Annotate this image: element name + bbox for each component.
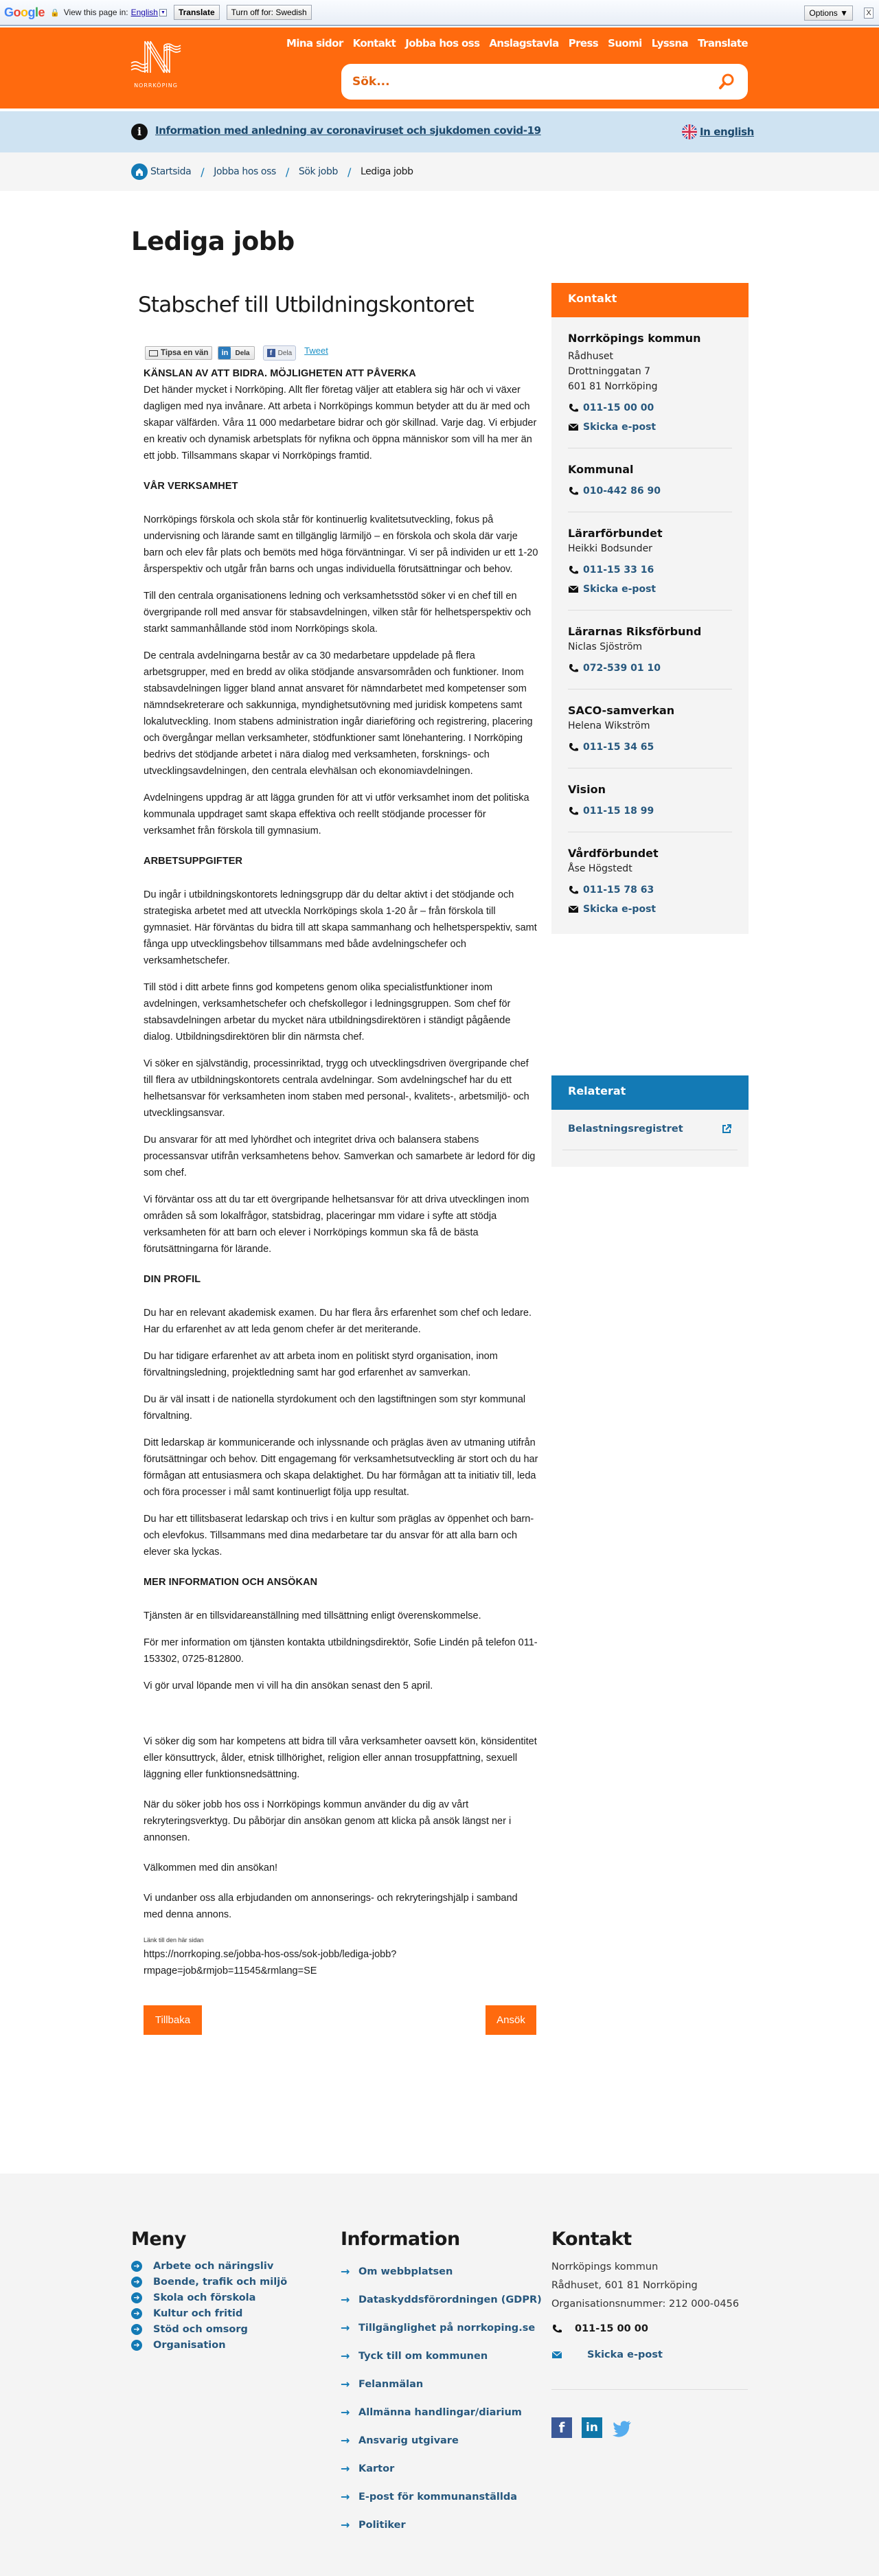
contact-person: Niclas Sjöström (568, 641, 643, 652)
norrkoping-logo-icon (128, 38, 183, 81)
contact-address (568, 349, 732, 394)
mail-icon (568, 584, 579, 594)
address-line: Drottninggatan 7 (568, 366, 651, 377)
apply-button[interactable]: Ansök (486, 2005, 536, 2035)
phone-icon (568, 806, 579, 816)
home-icon[interactable] (131, 163, 148, 180)
contact-name: Norrköpings kommun (568, 332, 701, 345)
footer-info-title: Information (341, 2229, 460, 2250)
arrow-right-icon: → (341, 2462, 350, 2475)
uk-flag-icon (682, 124, 697, 139)
circle-arrow-icon: ➔ (131, 2261, 142, 2272)
facebook-share-button[interactable] (263, 345, 297, 361)
phone-link[interactable]: 011-15 33 16 (583, 565, 654, 575)
footer-contact (551, 2229, 749, 2438)
contact-person: Heikki Bodsunder (568, 543, 652, 554)
contact-email[interactable] (568, 584, 732, 595)
job-title: Stabschef till Utbildningskontoret (138, 293, 474, 317)
nav-kontakt[interactable]: Kontakt (352, 37, 396, 49)
footer-menu-item[interactable] (131, 2305, 287, 2321)
page-link-url-line2: rmpage=job&rmjob=11545&rmlang=SE (144, 1965, 317, 1976)
intro-paragraph: Det händer mycket i Norrköping. Allt fler företag väljer att etablera sig här och vi växer dagligen med nya invånare. Att arbeta i Norrköpings kommun betyder att du är med och skapar välfärden. Våra 11 000 medarbetare bidrar och gör skillnad. Varje dag. Vi erbjuder en kreativ och dynamisk arbetsplats för nyfikna och öppna människor som vill ha mer än ett jobb. Tillsammans skapar vi Norrköpings framtid. (144, 385, 537, 461)
contact-person: Åse Högstedt (568, 863, 632, 874)
contact-name: SACO-samverkan (568, 704, 675, 717)
mail-icon (568, 904, 579, 914)
tip-friend-button[interactable] (145, 346, 212, 360)
email-link[interactable]: Skicka e-post (583, 422, 657, 433)
facebook-icon[interactable]: f (551, 2417, 572, 2438)
paragraph: För mer information om tjänsten kontakta utbildningsdirektör, Sofie Lindén på telefon 011-153302, 0725-812800. (144, 1637, 538, 1665)
arrow-right-icon: → (341, 2265, 350, 2278)
contact-phone[interactable] (568, 565, 732, 575)
footer-info-label: Kartor (358, 2463, 395, 2474)
paragraph: Du har en relevant akademisk examen. Du har flera års erfarenhet som chef och ledare. Har du erfarenhet av att leda genom chefer är det meriterande. (144, 1308, 532, 1335)
section-heading: DIN PROFIL (144, 1274, 201, 1285)
footer-information (341, 2229, 542, 2540)
phone-icon (551, 2324, 562, 2334)
footer-menu-item[interactable] (131, 2274, 287, 2290)
footer-info-label: Dataskyddsförordningen (GDPR) (358, 2294, 542, 2305)
arrow-right-icon: → (341, 2378, 350, 2391)
logo-text: NORRKÖPING (134, 82, 178, 89)
turn-off-button[interactable]: Turn off for: Swedish (227, 5, 312, 20)
related-item[interactable] (562, 1110, 738, 1150)
email-link[interactable]: Skicka e-post (583, 904, 657, 915)
paragraph: När du söker jobb hos oss i Norrköpings kommun använder du dig av vårt rekryteringsverktyg. Du påbörjar din ansökan genom att klicka på ansök längst ner i annonsen. (144, 1799, 512, 1843)
nav-lyssna[interactable]: Lyssna (651, 37, 689, 49)
contact-phone[interactable] (568, 885, 732, 896)
contact-sidebar (551, 283, 749, 934)
divider (551, 2389, 748, 2390)
footer-info-item[interactable] (341, 2426, 542, 2455)
contact-person: Helena Wikström (568, 720, 650, 731)
site-logo[interactable] (128, 38, 183, 93)
facebook-share-label: Dela (277, 349, 293, 357)
page-title: Lediga jobb (131, 227, 295, 256)
contact-name: Vision (568, 783, 606, 796)
paragraph: Välkommen med din ansökan! (144, 1862, 278, 1873)
mail-icon (568, 422, 579, 432)
breadcrumb-bar (0, 152, 879, 191)
contact-phone[interactable] (568, 742, 732, 753)
contact-group (568, 611, 732, 689)
arrow-right-icon: → (341, 2321, 350, 2334)
footer-info-label: E-post för kommunanställda (358, 2491, 517, 2503)
footer-info-item[interactable] (341, 2285, 542, 2314)
nav-jobba-hos-oss[interactable]: Jobba hos oss (405, 37, 480, 49)
paragraph: Ditt ledarskap är kommunicerande och inlyssnande och präglas även av utmaning utifrån förutsättningar och behov. Ditt engagemang för verksamhetsutveckling är stort och du har förmågan att entusiasmera och skapa delaktighet. Du har förmågan att ta initiativ till, leda och föra processer i mål samt kontinuerligt följa upp resultat. (144, 1437, 538, 1498)
footer-info-item[interactable] (341, 2369, 542, 2399)
contact-name: Vårdförbundet (568, 847, 659, 860)
paragraph: Till stöd i ditt arbete finns god kompetens genom olika specialistfunktioner inom avdelningen, verksamhetschefer och chefskollegor i ledningsgruppen. Som chef för stabsavdelningen arbetar du mycket nära utbildningsdirektören i ständigt pågående dialog. Utbildningsdirektören blir din närmsta chef. (144, 982, 511, 1042)
nav-anslagstavla[interactable]: Anslagstavla (489, 37, 559, 49)
circle-arrow-icon: ➔ (131, 2324, 142, 2335)
footer-info-label: Tyck till om kommunen (358, 2350, 488, 2362)
phone-link[interactable]: 010-442 86 90 (583, 486, 661, 497)
paragraph: Avdelningens uppdrag är att lägga grunden för att vi utför verksamhet inom det politiska kommunala uppdraget samt skapa effektiva och reellt stödjande processer för verksamhet från förskola till gymnasium. (144, 793, 529, 836)
tip-friend-label: Tipsa en vän (161, 349, 209, 357)
info-icon: i (131, 124, 148, 140)
footer-menu-label: Organisation (153, 2339, 226, 2351)
circle-arrow-icon: ➔ (131, 2277, 142, 2288)
footer-info-item[interactable] (341, 2313, 542, 2343)
footer-menu-item[interactable] (131, 2258, 287, 2274)
arrow-right-icon: → (341, 2518, 350, 2531)
circle-arrow-icon: ➔ (131, 2292, 142, 2303)
related-sidebar-title: Relaterat (551, 1075, 749, 1110)
contact-group (568, 448, 732, 512)
social-links (551, 2417, 749, 2438)
search-icon[interactable] (718, 73, 735, 91)
contact-group (568, 317, 732, 448)
paragraph: Du har tidigare erfarenhet av att arbeta inom en politiskt styrd organisation, inom förvaltningsledning, projektledning samt har god erfarenhet av samverkan. (144, 1351, 498, 1378)
contact-phone[interactable] (568, 663, 732, 674)
breadcrumb-startsida[interactable]: Startsida (150, 166, 192, 177)
english-language-link[interactable] (682, 124, 754, 139)
phone-icon (568, 565, 579, 575)
arrow-right-icon: → (341, 2434, 350, 2447)
arrow-right-icon: → (341, 2349, 350, 2362)
translate-button[interactable]: Translate (174, 5, 220, 20)
view-label: View this page in: (63, 8, 128, 17)
contact-email[interactable] (568, 422, 732, 433)
contact-group (568, 832, 732, 934)
twitter-icon[interactable] (612, 2417, 632, 2438)
paragraph: Du har ett tillitsbaserat ledarskap och trivs i en kultur som präglas av öppenhet och barn- och elevfokus. Tillsammans med dina medarbetare tar du ansvar för att alla barn och elever ska lyckas. (144, 1514, 534, 1558)
paragraph: Norrköpings förskola och skola står för kontinuerlig kvalitetsutveckling, fokus på undervisning och lärande samt en tillgänglig lärmiljö – en förskola och skola där varje barn och elev får plats och bemöts med höga förväntningar. Vi ser på individen ur ett 1-20 årsperspektiv och utgår från barns och ungas individuella förutsättningar och behov. (144, 514, 538, 575)
phone-link[interactable]: 011-15 34 65 (583, 742, 654, 753)
phone-link[interactable]: 011-15 18 99 (583, 806, 654, 817)
paragraph: Tjänsten är en tillsvidareanställning med tillsättning enligt överenskommelse. (144, 1610, 481, 1621)
circle-arrow-icon: ➔ (131, 2308, 142, 2319)
contact-name: Lärarnas Riksförbund (568, 625, 702, 638)
footer-info-item[interactable] (341, 2482, 542, 2511)
address-line: Rådhuset (568, 351, 614, 362)
close-icon[interactable]: X (864, 8, 874, 19)
footer-menu-title: Meny (131, 2229, 187, 2250)
paragraph: Du ingår i utbildningskontorets ledningsgrupp där du deltar aktivt i det stödjande och strategiska arbetet med att utveckla Norrköpings skola 1-20 år – från förskola till gymnasiet. Här förväntas du bidra till att skapa sammanhang och helhetsperspektiv, samt fånga upp utvecklingsbehov tillsammans med både avdelningschefer och verksamhetschefer. (144, 889, 537, 966)
paragraph: Vi undanber oss alla erbjudanden om annonserings- och rekryteringshjälp i samband med denna annons. (144, 1893, 518, 1920)
envelope-icon (149, 350, 158, 356)
phone-icon (568, 885, 579, 895)
paragraph: Du ansvarar för att med lyhördhet och integritet driva och balansera stabens processansvar utifrån verksamhetens behov. Samverkan och samarbete är ledord för dig som chef. (144, 1135, 536, 1178)
breadcrumb-jobba-hos-oss[interactable]: Jobba hos oss (214, 166, 276, 177)
mail-icon (551, 2350, 562, 2360)
address-line: 601 81 Norrköping (568, 381, 658, 392)
footer-info-label: Om webbplatsen (358, 2266, 453, 2277)
intro-heading: KÄNSLAN AV ATT BIDRA. MÖJLIGHETEN ATT PÅVERKA (144, 368, 416, 379)
covid-info-link[interactable]: Information med anledning av coronaviruset och sjukdomen covid-19 (155, 124, 541, 137)
chevron-down-icon[interactable]: ▼ (159, 9, 167, 16)
contact-email[interactable] (568, 904, 732, 915)
contact-name: Kommunal (568, 463, 634, 476)
page-link-url-line1: https://norrkoping.se/jobba-hos-oss/sok-jobb/lediga-jobb? (144, 1949, 397, 1960)
linkedin-icon: in (218, 347, 231, 359)
back-button[interactable]: Tillbaka (144, 2005, 202, 2035)
breadcrumb-separator: / (201, 165, 205, 179)
footer-menu (131, 2229, 287, 2353)
footer-info-label: Allmänna handlingar/diarium (358, 2406, 522, 2418)
footer-info-label: Tillgänglighet på norrkoping.se (358, 2322, 536, 2334)
phone-link[interactable]: 072-539 01 10 (583, 663, 661, 674)
footer-contact-line: Organisationsnummer: 212 000-0456 (551, 2299, 740, 2310)
footer-email[interactable] (551, 2349, 749, 2360)
footer-menu-label: Kultur och fritid (153, 2307, 243, 2319)
footer-phone-number[interactable]: 011-15 00 00 (575, 2323, 648, 2334)
nav-suomi[interactable]: Suomi (608, 37, 642, 49)
contact-phone[interactable] (568, 402, 732, 413)
phone-icon (568, 403, 579, 413)
lock-icon: 🔒 (50, 8, 60, 17)
breadcrumb-sok-jobb[interactable]: Sök jobb (298, 166, 338, 177)
contact-group (568, 768, 732, 832)
job-article (131, 283, 536, 2036)
contact-phone[interactable] (568, 806, 732, 817)
phone-icon (568, 663, 579, 673)
share-bar (145, 345, 536, 361)
phone-link[interactable]: 011-15 00 00 (583, 402, 654, 413)
site-header (0, 27, 879, 109)
facebook-icon: f (267, 349, 275, 357)
email-link[interactable]: Skicka e-post (583, 584, 657, 595)
paragraph: Du är väl insatt i de nationella styrdokument och den lagstiftningen som styr kommunal förvaltning. (144, 1394, 526, 1422)
footer-info-label: Felanmälan (358, 2378, 424, 2390)
paragraph: Vi söker en självständig, processinriktad, trygg och utvecklingsdriven övergripande chef till flera av utbildningskontorets centrala avdelningar. Som avdelningschef har du ett helhetsansvar för verksamheten inom staben med personal-, kvalitets-, arbetsmiljö- och utvecklingsansvar. (144, 1058, 529, 1119)
nav-mina-sidor[interactable]: Mina sidor (286, 37, 343, 49)
contact-sidebar-title: Kontakt (551, 283, 749, 317)
breadcrumb-separator: / (285, 165, 289, 179)
paragraph: Vi söker dig som har kompetens att bidra till våra verksamheter oavsett kön, könsidentitet eller könsuttryck, ålder, etnisk tillhörighet, religion eller annan trosuppfattning, sexuell läggning eller funktionsnedsättning. (144, 1736, 537, 1780)
page-link-label: Länk till den här sidan (144, 1937, 204, 1944)
footer-phone[interactable] (551, 2323, 749, 2334)
phone-icon (568, 742, 579, 752)
tweet-link[interactable]: Tweet (304, 345, 328, 356)
contact-group (568, 512, 732, 611)
search-input[interactable] (352, 71, 709, 93)
footer-info-item[interactable] (341, 2510, 542, 2540)
related-link[interactable]: Belastningsregistret (568, 1124, 683, 1135)
footer-info-item[interactable] (341, 2454, 542, 2483)
arrow-right-icon: → (341, 2406, 350, 2419)
options-button[interactable]: Options ▼ (804, 5, 853, 21)
google-logo: Google (4, 5, 45, 19)
contact-phone[interactable] (568, 486, 732, 497)
language-select[interactable]: English (130, 8, 158, 17)
footer-email-link[interactable]: Skicka e-post (587, 2349, 663, 2360)
english-link-text[interactable]: In english (700, 126, 754, 138)
breadcrumb-current: Lediga jobb (360, 166, 413, 177)
breadcrumb (131, 163, 413, 180)
breadcrumb-separator: / (347, 165, 351, 179)
linkedin-icon[interactable]: in (582, 2417, 602, 2438)
info-banner (0, 111, 879, 152)
paragraph: De centrala avdelningarna består av ca 30 medarbetare uppdelade på flera arbetsgrupper, med en bredd av olika stödjande ansvarsområden och funktioner. Inom stabsavdelningen ligger bland annat ansvaret för nämndarbetet med kompetenser som nämndsekreterare och sakkunniga, myndighetsutövning med juridisk kompetens samt lokalutveckling. Inom stabens administration ingår diarieföring och registrering, placering och övergångar mellan verksamheter, stödfunktioner samt lönehantering. I Norrköping bedrivs det stödjande arbetet i nära dialog med verksamheten, forsknings- och utvecklingsavdelningen, den centrala elevhälsan och ekonomiavdelningen. (144, 650, 533, 777)
arrow-right-icon: → (341, 2490, 350, 2503)
footer-menu-item[interactable] (131, 2290, 287, 2305)
footer-contact-line: Rådhuset, 601 81 Norrköping (551, 2280, 698, 2291)
paragraph: Vi förväntar oss att du tar ett övergripande helhetsansvar för att driva utvecklingen inom områden så som lokalfrågor, statsbidrag, placeringar mm vidare i syfte att stödja verksamheten för att barn och elever i Norrköpings kommun ska få de bästa förutsättningarna för lärande. (144, 1194, 529, 1255)
footer-menu-label: Boende, trafik och miljö (153, 2276, 288, 2288)
linkedin-share-button[interactable] (218, 346, 254, 360)
section-heading: MER INFORMATION OCH ANSÖKAN (144, 1577, 318, 1588)
linkedin-share-label: Dela (235, 349, 250, 357)
contact-name: Lärarförbundet (568, 527, 663, 540)
footer-menu-label: Stöd och omsorg (153, 2323, 248, 2335)
paragraph: Vi gör urval löpande men vi vill ha din ansökan senast den 5 april. (144, 1680, 433, 1691)
section-heading: VÅR VERKSAMHET (144, 481, 238, 492)
article-body (144, 365, 538, 2036)
top-nav (277, 37, 748, 49)
footer-menu-label: Arbete och näringsliv (153, 2260, 274, 2272)
footer-contact-title: Kontakt (551, 2229, 632, 2250)
related-sidebar (551, 1075, 749, 1167)
paragraph: Till den centrala organisationens ledning och verksamhetsstöd söker vi en chef till en övergripande roll med ansvar för stabsavdelningen, vilken står för helhetsperspektiv och starkt sammanhållande stöd inom Norrköpings skola. (144, 591, 532, 635)
contact-group (568, 689, 732, 768)
external-link-icon (721, 1124, 732, 1135)
site-footer (0, 2174, 879, 2576)
footer-contact-info (551, 2258, 749, 2314)
phone-link[interactable]: 011-15 78 63 (583, 885, 654, 896)
circle-arrow-icon: ➔ (131, 2340, 142, 2351)
arrow-right-icon: → (341, 2293, 350, 2306)
footer-contact-line: Norrköpings kommun (551, 2261, 659, 2272)
footer-info-item[interactable] (341, 2257, 542, 2286)
phone-icon (568, 486, 579, 496)
footer-info-item[interactable] (341, 2397, 542, 2427)
page-link-url[interactable] (144, 1946, 538, 1979)
translate-bar (0, 0, 879, 26)
section-heading: ARBETSUPPGIFTER (144, 856, 243, 867)
article-actions (144, 2005, 538, 2036)
nav-translate[interactable]: Translate (698, 37, 748, 49)
nav-press[interactable]: Press (568, 37, 599, 49)
footer-info-label: Politiker (358, 2519, 406, 2531)
footer-menu-item[interactable] (131, 2337, 287, 2353)
footer-info-label: Ansvarig utgivare (358, 2435, 459, 2446)
footer-menu-item[interactable] (131, 2321, 287, 2337)
footer-info-item[interactable] (341, 2341, 542, 2371)
search-box (341, 64, 748, 100)
footer-menu-label: Skola och förskola (153, 2292, 256, 2303)
